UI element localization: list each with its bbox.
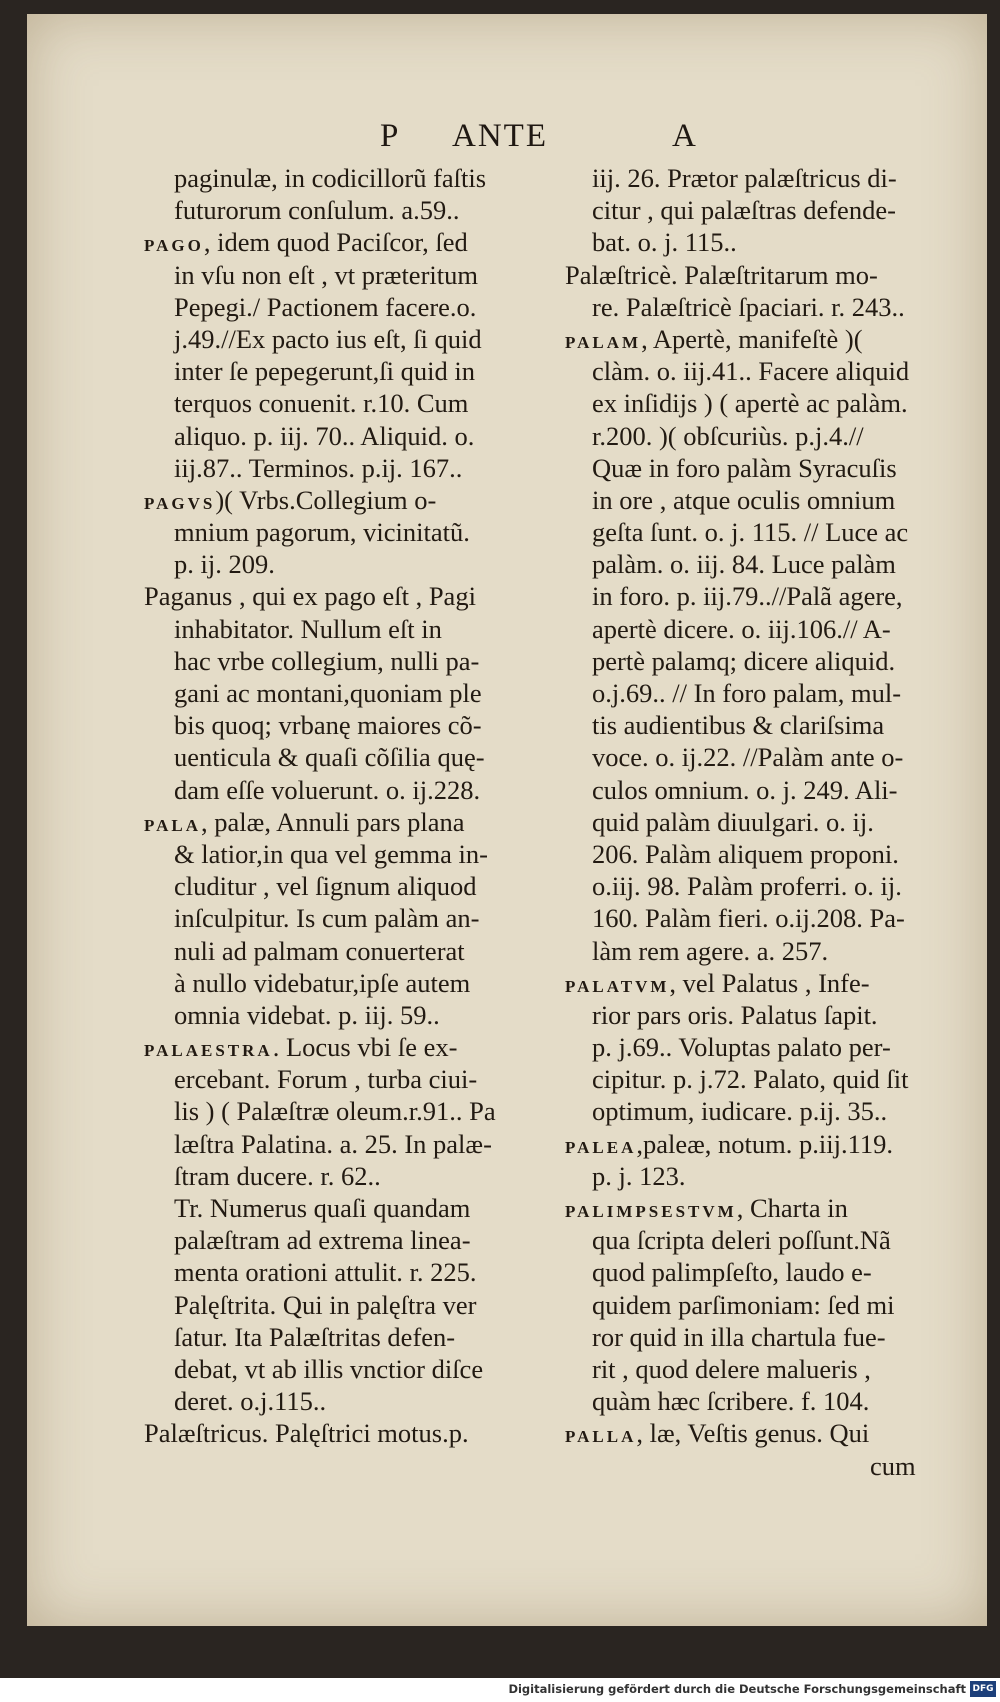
text-line xyxy=(565,1224,995,1256)
text-line xyxy=(565,1160,995,1192)
text-line xyxy=(144,323,584,355)
line-text: pertè palamq; dicere aliquid. xyxy=(592,645,896,676)
text-line xyxy=(144,1353,584,1385)
text-line xyxy=(144,709,584,741)
text-line xyxy=(565,806,995,838)
text-line xyxy=(565,1128,995,1160)
line-text: j.49.//Ex pacto ius eſt, ſi quid xyxy=(174,323,482,354)
text-line xyxy=(565,741,995,773)
line-text: Palęſtrita. Qui in palęſtra ver xyxy=(174,1289,477,1320)
headword: PALATVM xyxy=(565,976,670,996)
text-line xyxy=(144,1192,584,1224)
text-line xyxy=(144,935,584,967)
line-text: )( Vrbs.Collegium o- xyxy=(215,484,437,515)
running-header xyxy=(27,118,987,166)
line-text: , idem quod Paciſcor, ſed xyxy=(203,227,468,258)
line-text: cluditur , vel ſignum aliquod xyxy=(174,871,477,902)
line-text: Palæſtricè. Palæſtritarum mo- xyxy=(565,259,878,290)
line-text: ex inſidijs ) ( apertè ac palàm. xyxy=(592,388,908,419)
line-text: p. j.69.. Voluptas palato per- xyxy=(592,1032,891,1063)
text-line xyxy=(144,387,584,419)
headword: PALA xyxy=(144,815,202,835)
text-line xyxy=(565,580,995,612)
text-line xyxy=(144,1128,584,1160)
text-line xyxy=(144,999,584,1031)
text-line xyxy=(565,1289,995,1321)
line-text: Palæſtricus. Palęſtrici motus.p. xyxy=(144,1418,469,1449)
line-text: , palæ, Annuli pars plana xyxy=(201,806,465,837)
line-text: o.iij. 98. Palàm proferri. o. ij. xyxy=(592,871,902,902)
line-text: clàm. o. iij.41.. Facere aliquid xyxy=(592,356,910,387)
text-line xyxy=(565,677,995,709)
text-line xyxy=(144,741,584,773)
text-line xyxy=(565,1031,995,1063)
line-text: Quæ in foro palàm Syracuſis xyxy=(592,452,897,483)
line-text: geſta ſunt. o. j. 115. // Luce ac xyxy=(592,517,909,548)
line-text: inhabitator. Nullum eſt in xyxy=(174,613,442,644)
book-page xyxy=(27,14,987,1626)
line-text: p. ij. 209. xyxy=(174,549,275,580)
text-line xyxy=(565,420,995,452)
headword: PAGO xyxy=(144,236,204,256)
line-text: in vſu non eſt , vt præteritum xyxy=(174,259,478,290)
text-line xyxy=(144,516,584,548)
text-line xyxy=(144,806,584,838)
line-text: tis audientibus & clariſsima xyxy=(592,710,885,741)
line-text: in foro. p. iij.79..//Palã agere, xyxy=(592,581,903,612)
line-text: lis ) ( Palæſtræ oleum.r.91.. Pa xyxy=(174,1096,496,1127)
line-text: palàm. o. iij. 84. Luce palàm xyxy=(592,549,896,580)
line-text: . Locus vbi ſe ex- xyxy=(272,1032,458,1063)
line-text: re. Palæſtricè ſpaciari. r. 243.. xyxy=(592,291,905,322)
text-line xyxy=(565,548,995,580)
line-text: omnia videbat. p. iij. 59.. xyxy=(174,999,440,1030)
text-line xyxy=(144,838,584,870)
text-line xyxy=(144,1160,584,1192)
line-text: futurorum conſulum. a.59.. xyxy=(174,195,460,226)
line-text: quidem parſimoniam: ſed mi xyxy=(592,1289,895,1320)
text-line xyxy=(144,1417,584,1449)
line-text: , Apertè, manifeſtè )( xyxy=(641,323,863,354)
text-line xyxy=(565,1321,995,1353)
line-text: rit , quod delere malueris , xyxy=(592,1353,871,1384)
text-line xyxy=(565,774,995,806)
line-text: debat, vt ab illis vnctior diſce xyxy=(174,1353,484,1384)
text-line xyxy=(144,420,584,452)
line-text: dam eſſe voluerunt. o. ij.228. xyxy=(174,774,481,805)
text-line xyxy=(565,1450,995,1482)
text-line xyxy=(565,452,995,484)
line-text: cum xyxy=(870,1450,916,1481)
text-line xyxy=(565,259,995,291)
line-text: voce. o. ij.22. //Palàm ante o- xyxy=(592,742,904,773)
headword: PALAM xyxy=(565,332,642,352)
text-line xyxy=(144,548,584,580)
line-text: p. j. 123. xyxy=(592,1160,686,1191)
line-text: apertè dicere. o. iij.106.// A- xyxy=(592,613,891,644)
line-text: Paganus , qui ex pago eſt , Pagi xyxy=(144,581,476,612)
text-line xyxy=(144,1289,584,1321)
text-line xyxy=(565,1417,995,1449)
line-text: làm rem agere. a. 257. xyxy=(592,935,829,966)
line-text: deret. o.j.115.. xyxy=(174,1386,327,1417)
line-text: cipitur. p. j.72. Palato, quid ſit xyxy=(592,1064,909,1095)
line-text: , vel Palatus , Infe- xyxy=(669,967,870,998)
line-text: gani ac montani,quoniam ple xyxy=(174,678,482,708)
text-line xyxy=(565,935,995,967)
headword: PAGVS xyxy=(144,493,216,513)
text-line xyxy=(144,162,584,194)
text-line xyxy=(565,162,995,194)
header-letter-a: A xyxy=(672,118,698,154)
text-line xyxy=(565,355,995,387)
text-line xyxy=(144,355,584,387)
line-text: & latior,in qua vel gemma in- xyxy=(174,838,488,869)
text-line xyxy=(144,870,584,902)
line-text: quid palàm diuulgari. o. ij. xyxy=(592,806,874,837)
line-text: Pepegi./ Pactionem facere.o. xyxy=(174,291,477,322)
line-text: optimum, iudicare. p.ij. 35.. xyxy=(592,1096,888,1127)
line-text: uenticula & quaſi cõſilia quę- xyxy=(174,742,485,773)
line-text: ſtram ducere. r. 62.. xyxy=(174,1160,381,1191)
text-line xyxy=(144,1224,584,1256)
line-text: r.200. )( obſcuriùs. p.j.4.// xyxy=(592,420,864,451)
text-line xyxy=(565,1256,995,1288)
line-text: paginulæ, in codicillorũ faſtis xyxy=(174,163,487,193)
line-text: quod palimpſeſto, laudo e- xyxy=(592,1257,872,1288)
footer-credit: Digitalisierung gefördert durch die Deutsche Forschungsgemeinschaft xyxy=(508,1682,966,1696)
line-text: iij.87.. Terminos. p.ij. 167.. xyxy=(174,452,463,483)
text-line xyxy=(565,1192,995,1224)
line-text: in ore , atque oculis omnium xyxy=(592,484,896,515)
line-text: bis quoq; vrbanę maiores cõ- xyxy=(174,710,482,741)
headword: PALEA xyxy=(565,1137,637,1157)
text-line xyxy=(565,1385,995,1417)
line-text: , læ, Veſtis genus. Qui xyxy=(636,1418,870,1449)
text-line xyxy=(565,484,995,516)
line-text: 160. Palàm fieri. o.ij.208. Pa- xyxy=(592,903,905,934)
dfg-logo: DFG xyxy=(970,1681,996,1697)
line-text: læſtra Palatina. a. 25. In palæ- xyxy=(174,1128,492,1159)
text-line xyxy=(565,1063,995,1095)
text-line xyxy=(144,259,584,291)
text-line xyxy=(144,902,584,934)
text-line xyxy=(144,1031,584,1063)
line-text: aliquo. p. iij. 70.. Aliquid. o. xyxy=(174,420,475,451)
line-text: ercebant. Forum , turba ciui- xyxy=(174,1064,478,1095)
text-line xyxy=(565,323,995,355)
headword: PALLA xyxy=(565,1427,637,1447)
text-line xyxy=(565,613,995,645)
text-line xyxy=(565,709,995,741)
line-text: terquos conuenit. r.10. Cum xyxy=(174,388,469,419)
text-line xyxy=(144,484,584,516)
line-text: mnium pagorum, vicinitatũ. xyxy=(174,517,470,548)
text-line xyxy=(565,516,995,548)
text-line xyxy=(565,226,995,258)
text-line xyxy=(144,774,584,806)
text-line xyxy=(144,1256,584,1288)
text-line xyxy=(565,902,995,934)
text-line xyxy=(144,291,584,323)
headword: PALIMPSESTVM xyxy=(565,1202,737,1221)
line-text: inſculpitur. Is cum palàm an- xyxy=(174,903,480,934)
line-text: Tr. Numerus quaſi quandam xyxy=(174,1193,471,1223)
line-text: menta orationi attulit. r. 225. xyxy=(174,1257,477,1288)
line-text: ſatur. Ita Palæſtritas defen- xyxy=(174,1321,456,1352)
text-line xyxy=(565,838,995,870)
right-column xyxy=(565,162,995,1482)
line-text: à nullo videbatur,ipſe autem xyxy=(174,967,471,998)
text-line xyxy=(144,677,584,709)
line-text: iij. 26. Prætor palæſtricus di- xyxy=(592,163,897,193)
digitization-footer xyxy=(0,1678,1000,1702)
headword: PALAESTRA xyxy=(144,1041,273,1061)
text-line xyxy=(565,291,995,323)
line-text: nuli ad palmam conuerterat xyxy=(174,935,465,966)
text-line xyxy=(565,645,995,677)
left-column xyxy=(144,162,584,1450)
text-line xyxy=(144,1321,584,1353)
text-line xyxy=(565,1353,995,1385)
text-line xyxy=(565,999,995,1031)
text-line xyxy=(144,226,584,258)
line-text: bat. o. j. 115.. xyxy=(592,227,737,258)
text-line xyxy=(565,1095,995,1127)
line-text: 206. Palàm aliquem proponi. xyxy=(592,838,899,869)
line-text: , Charta in xyxy=(736,1193,848,1223)
header-letter-p: P xyxy=(380,118,401,154)
text-line xyxy=(565,194,995,226)
line-text: inter ſe pepegerunt,ſi quid in xyxy=(174,356,475,387)
line-text: quàm hæc ſcribere. f. 104. xyxy=(592,1386,870,1417)
header-word-ante: ANTE xyxy=(452,118,548,154)
line-text: rior pars oris. Palatus ſapit. xyxy=(592,999,878,1030)
line-text: o.j.69.. // In foro palam, mul- xyxy=(592,678,902,708)
text-line xyxy=(144,1385,584,1417)
text-line xyxy=(144,1095,584,1127)
line-text: culos omnium. o. j. 249. Ali- xyxy=(592,774,898,805)
text-line xyxy=(144,645,584,677)
line-text: qua ſcripta deleri poſſunt.Nã xyxy=(592,1225,891,1256)
text-line xyxy=(144,452,584,484)
text-line xyxy=(144,194,584,226)
text-line xyxy=(144,1063,584,1095)
line-text: ,paleæ, notum. p.iij.119. xyxy=(636,1128,894,1159)
text-line xyxy=(144,580,584,612)
line-text: ror quid in illa chartula fue- xyxy=(592,1321,886,1352)
line-text: palæſtram ad extrema linea- xyxy=(174,1225,471,1256)
line-text: citur , qui palæſtras defende- xyxy=(592,195,896,226)
line-text: hac vrbe collegium, nulli pa- xyxy=(174,645,480,676)
text-line xyxy=(144,967,584,999)
text-line xyxy=(565,387,995,419)
text-line xyxy=(565,967,995,999)
text-line xyxy=(565,870,995,902)
text-line xyxy=(144,613,584,645)
